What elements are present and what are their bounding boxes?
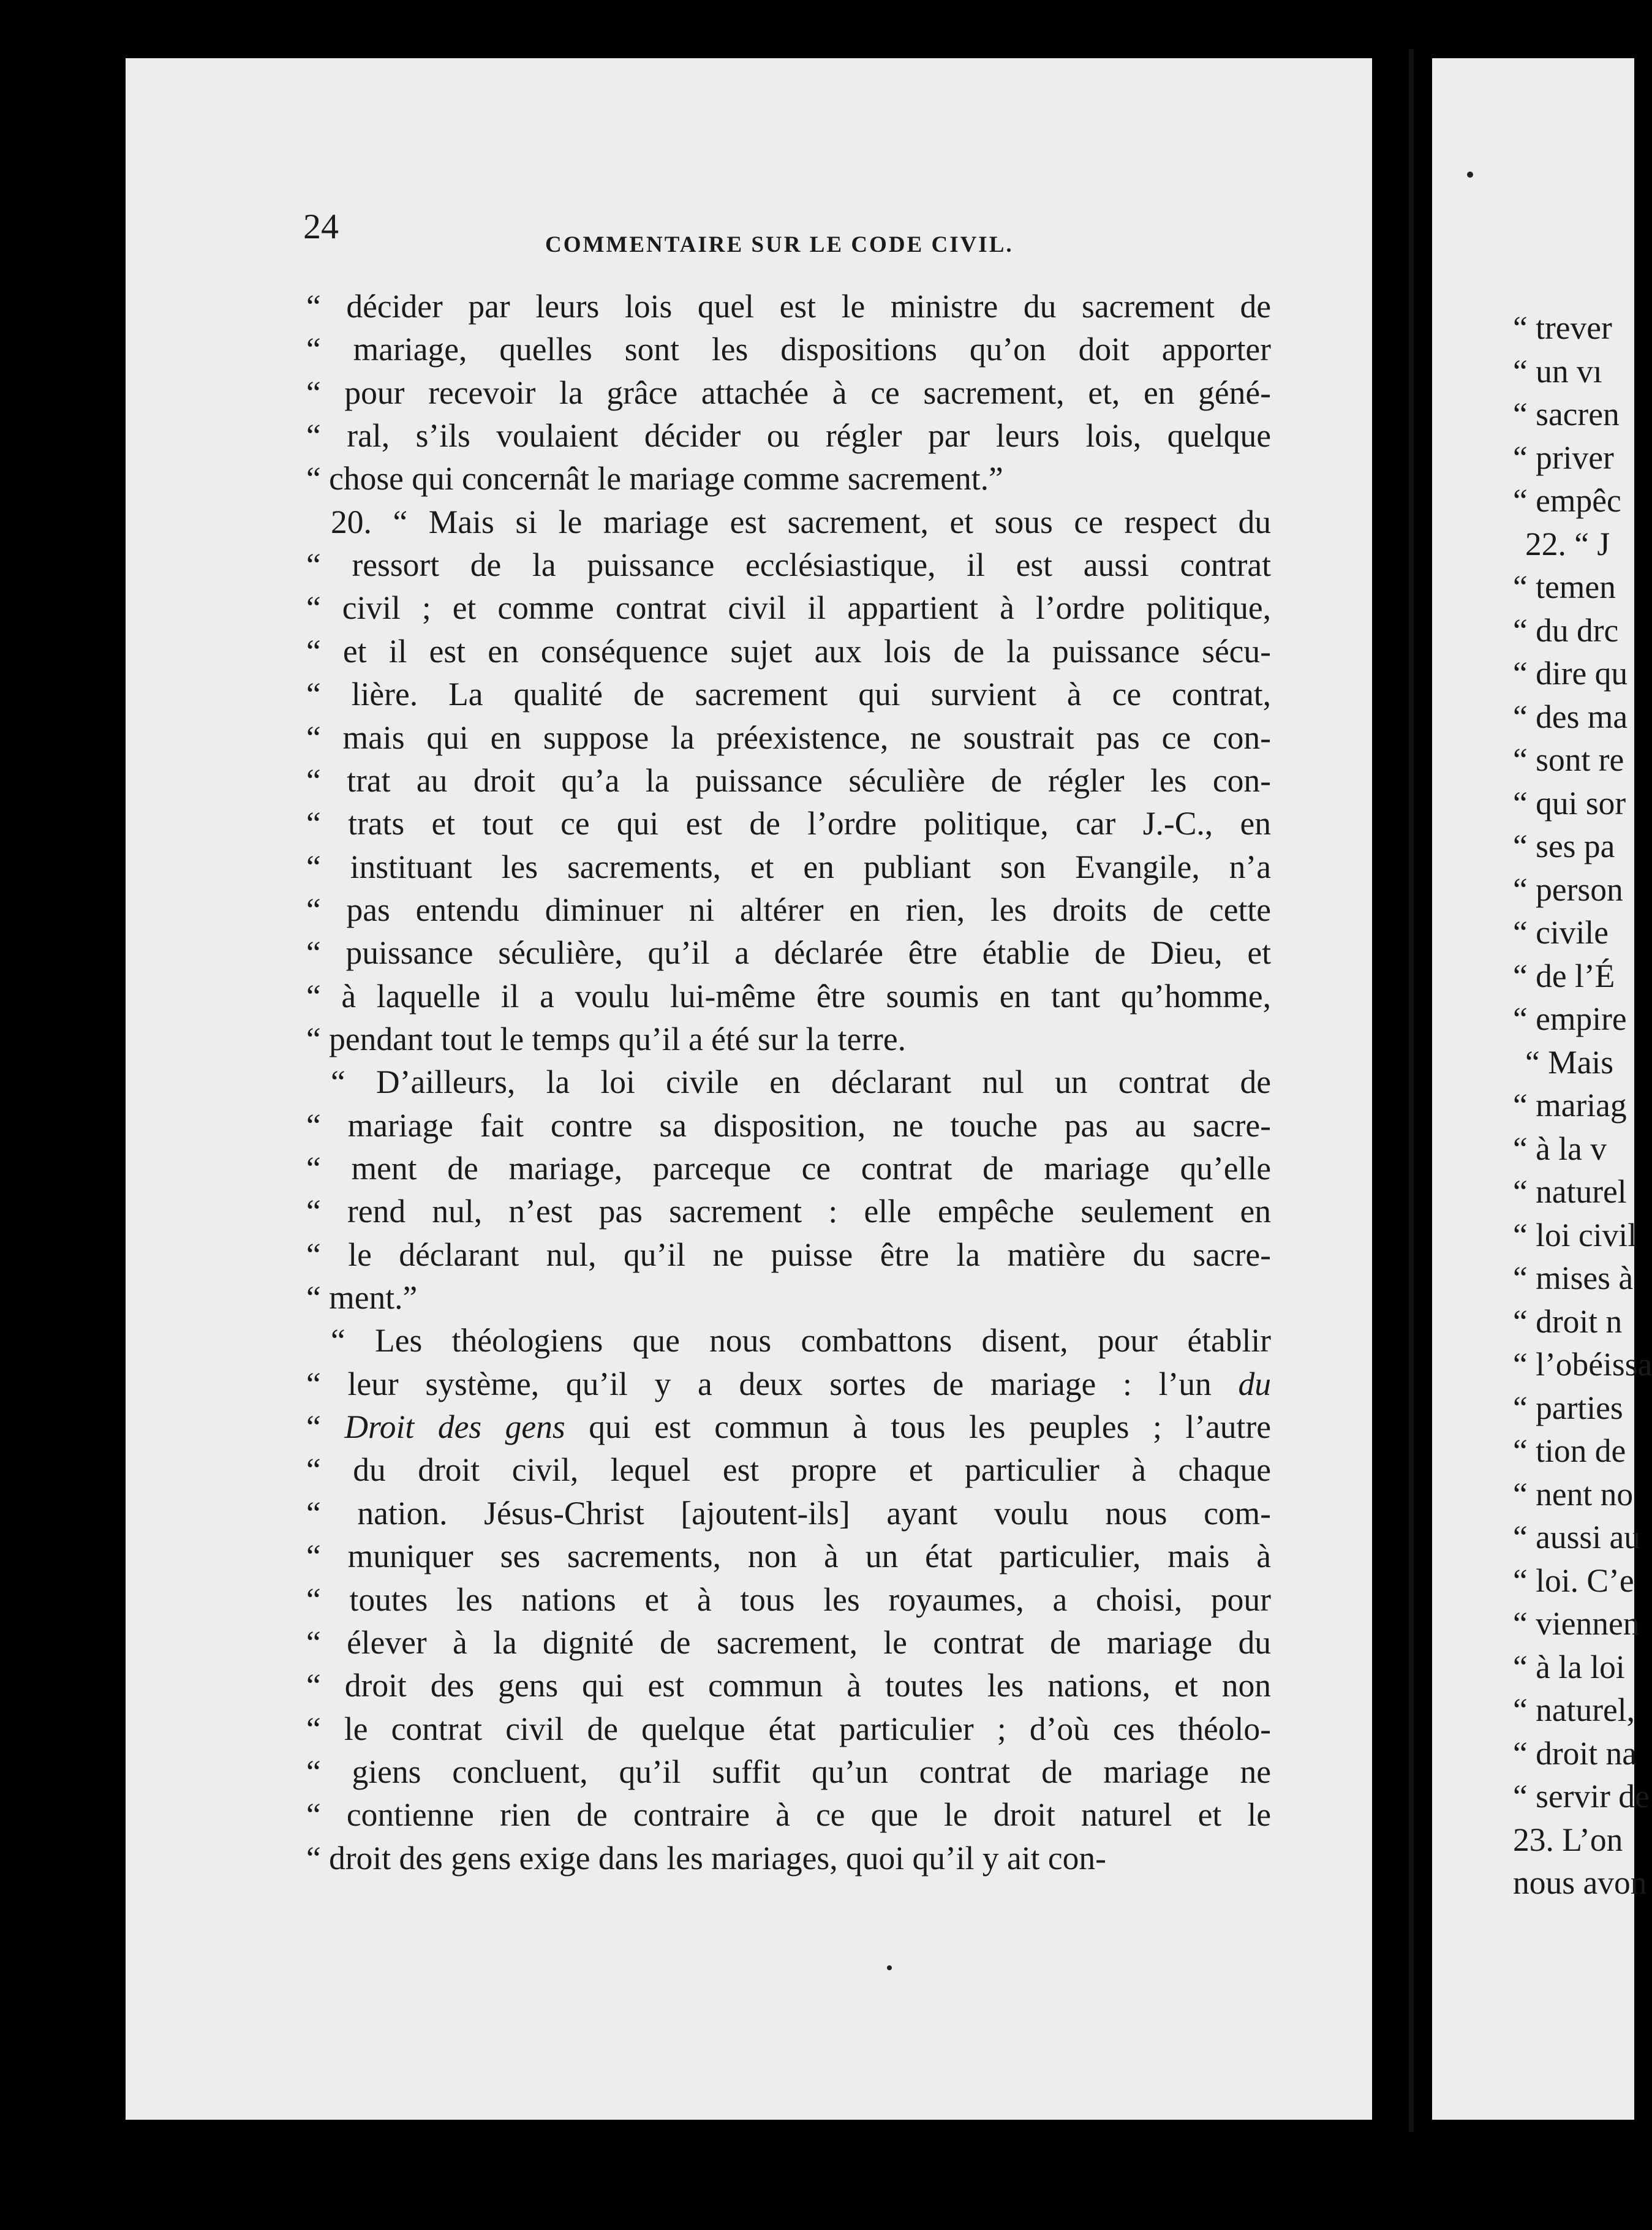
text-line: “ pour recevoir la grâce attachée à ce sacrement, et, en géné- [306,374,1271,411]
text-line: “ ment.” [306,1279,418,1317]
facing-text-line: “ naturel [1513,1173,1627,1210]
facing-text-line: “ viennen [1513,1605,1640,1642]
facing-text-line: “ empêc [1513,482,1621,519]
text-line: “ mariage, quelles sont les dispositions qu’on doit apporter [306,331,1271,368]
text-line: “ civil ; et comme contrat civil il appartient à l’ordre politique, [306,589,1271,627]
text-line: “ ressort de la puissance ecclésiastique, il est aussi contrat [306,546,1271,584]
facing-text-line: “ l’obéissa [1513,1346,1652,1383]
ink-speck [1467,172,1473,178]
text-line: “ pendant tout le temps qu’il a été sur la terre. [306,1020,906,1057]
text-line: “ giens concluent, qu’il suffit qu’un contrat de mariage ne [306,1753,1271,1790]
text-line: “ et il est en conséquence sujet aux lois de la puissance sécu- [306,632,1271,670]
text-line: “ instituant les sacrements, et en publiant son Evangile, n’a [306,848,1271,885]
text-line: “ du droit civil, lequel est propre et particulier à chaque [306,1451,1271,1489]
facing-text-line: 22. “ J [1525,525,1610,562]
text-line: “ élever à la dignité de sacrement, le contrat de mariage du [306,1623,1271,1661]
facing-text-line: “ sont re [1513,741,1624,778]
page-number: 24 [303,206,339,246]
facing-text-line: “ servir de [1513,1778,1650,1815]
text-line: “ nation. Jésus-Christ [ajoutent-ils] ayant voulu nous com- [306,1494,1271,1532]
text-line: “ puissance séculière, qu’il a déclarée être établie de Dieu, et [306,934,1271,972]
facing-text-line: nous avon [1513,1864,1647,1901]
facing-text-line: “ qui sor [1513,784,1626,822]
facing-text-line: “ temen [1513,569,1616,605]
text-line: “ droit des gens exige dans les mariages, quoi qu’il y ait con- [306,1839,1106,1877]
facing-text-line: “ des ma [1513,698,1628,735]
text-line: “ toutes les nations et à tous les royaumes, a choisi, pour [306,1581,1271,1618]
text-line: “ le déclarant nul, qu’il ne puisse être la matière du sacre- [306,1236,1271,1273]
facing-text-line: “ tion de [1513,1432,1626,1469]
text-line: 20. “ Mais si le mariage est sacrement, et sous ce respect du [331,503,1271,540]
facing-text-line: “ de l’É [1513,957,1615,994]
text-line: “ pas entendu diminuer ni altérer en rien, les droits de cette [306,891,1271,928]
facing-text-line: “ naturel, [1513,1691,1635,1728]
facing-text-line: “ sacren [1513,396,1620,433]
facing-text-line: 23. L’on [1513,1821,1623,1858]
page-gutter [1409,49,1414,2132]
facing-text-line: “ aussi au [1513,1519,1640,1555]
facing-text-line: “ droit n [1513,1302,1623,1340]
facing-text-line: “ dire qu [1513,655,1628,692]
text-line: “ décider par leurs lois quel est le ministre du sacrement de [306,288,1271,325]
text-line: “ trats et tout ce qui est de l’ordre politique, car J.-C., en [306,805,1271,842]
text-line: “ trat au droit qu’a la puissance séculière de régler les con- [306,762,1271,799]
text-line: “ chose qui concernât le mariage comme sacrement.” [306,460,1003,497]
text-line: “ rend nul, n’est pas sacrement : elle empêche seulement en [306,1193,1271,1230]
text-line: “ leur système, qu’il y a deux sortes de mariage : l’un du [306,1365,1271,1402]
ink-speck [887,1965,892,1970]
facing-text-line: “ ses pa [1513,828,1615,864]
text-line: “ ment de mariage, parceque ce contrat de mariage qu’elle [306,1150,1271,1187]
text-line: “ Les théologiens que nous combattons disent, pour établir [331,1322,1271,1359]
text-line: “ muniquer ses sacrements, non à un état particulier, mais à [306,1538,1271,1575]
text-line: “ à laquelle il a voulu lui-même être soumis en tant qu’homme, [306,977,1271,1015]
text-line: “ mariage fait contre sa disposition, ne touche pas au sacre- [306,1106,1271,1144]
text-line: “ contienne rien de contraire à ce que le droit naturel et le [306,1796,1271,1834]
facing-text-line: “ priver [1513,439,1614,476]
facing-text-line: “ un vı [1513,352,1602,390]
running-head: COMMENTAIRE SUR LE CODE CIVIL. [545,232,1014,257]
text-line: “ lière. La qualité de sacrement qui survient à ce contrat, [306,676,1271,713]
facing-text-line: “ mises à [1513,1260,1634,1296]
text-line: “ Droit des gens qui est commun à tous les peuples ; l’autre [306,1408,1271,1446]
facing-text-line: “ person [1513,871,1623,908]
facing-text-line: “ trever [1513,309,1612,346]
facing-text-line: “ empire [1513,1000,1627,1037]
facing-text-line: “ civile [1513,914,1609,951]
facing-text-line: “ droit na [1513,1734,1637,1772]
facing-text-line: “ à la loi [1513,1648,1625,1685]
text-line: “ ral, s’ils voulaient décider ou régler par leurs lois, quelque [306,417,1271,455]
facing-text-line: “ loi civil [1513,1216,1637,1253]
facing-text-line: “ parties [1513,1389,1623,1426]
text-line: “ D’ailleurs, la loi civile en déclarant nul un contrat de [331,1064,1271,1101]
facing-text-line: “ à la v [1513,1130,1607,1167]
facing-text-line: “ du drc [1513,611,1619,649]
facing-text-line: “ Mais [1525,1043,1614,1081]
text-line: “ droit des gens qui est commun à toutes les nations, et non [306,1667,1271,1704]
facing-text-line: “ mariag [1513,1087,1627,1124]
facing-text-line: “ loi. C’e [1513,1562,1634,1599]
facing-text-line: “ nent no [1513,1475,1634,1513]
text-line: “ le contrat civil de quelque état particulier ; d’où ces théolo- [306,1710,1271,1747]
text-line: “ mais qui en suppose la préexistence, ne soustrait pas ce con- [306,719,1271,756]
